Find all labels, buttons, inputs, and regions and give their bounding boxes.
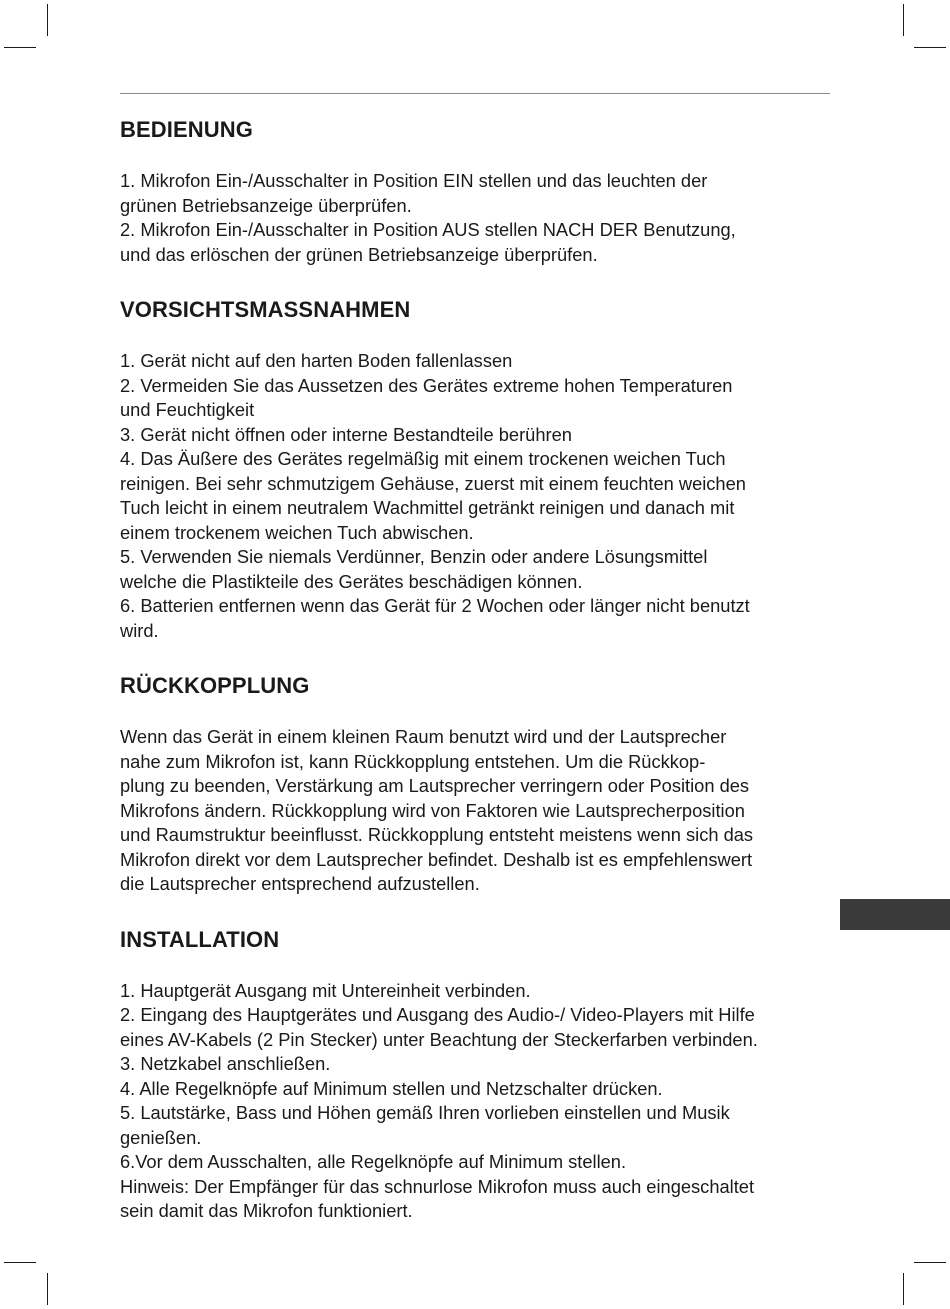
text-line: und das erlöschen der grünen Betriebsanzeige überprüfen. [120, 243, 598, 265]
crop-mark-bottom-left-horizontal [4, 1262, 36, 1263]
crop-mark-bottom-left-vertical [47, 1273, 48, 1305]
text-line: welche die Plastikteile des Gerätes beschädigen können. [120, 570, 583, 592]
text-line: 3. Netzkabel anschließen. [120, 1053, 331, 1074]
text-line: 6. Batterien entfernen wenn das Gerät für 2 Wochen oder länger nicht benutzt [120, 595, 750, 616]
text-line: Tuch leicht in einem neutralem Wachmittel getränkt reinigen und danach mit [120, 497, 735, 518]
crop-mark-top-left-horizontal [4, 47, 36, 48]
page-edge-tab [840, 899, 950, 930]
section-body [120, 349, 838, 643]
text-line: 1. Gerät nicht auf den harten Boden fallenlassen [120, 350, 513, 371]
text-line: 4. Alle Regelknöpfe auf Minimum stellen und Netzschalter drücken. [120, 1077, 663, 1099]
text-line: 2. Mikrofon Ein-/Ausschalter in Position AUS stellen NACH DER Benutzung, [120, 219, 736, 240]
text-line: 5. Verwenden Sie niemals Verdünner, Benzin oder andere Lösungsmittel [120, 546, 708, 567]
text-line: Mikrofons ändern. Rückkopplung wird von Faktoren wie Lautsprecherposition [120, 799, 745, 821]
section-rueckkopplung [120, 669, 838, 897]
text-line: Mikrofon direkt vor dem Lautsprecher befindet. Deshalb ist es empfehlenswert [120, 848, 753, 870]
text-line: 1. Mikrofon Ein-/Ausschalter in Position EIN stellen und das leuchten der [120, 170, 708, 191]
section-body [120, 979, 838, 1224]
text-line: reinigen. Bei sehr schmutzigem Gehäuse, zuerst mit einem feuchten weichen [120, 472, 746, 494]
text-line: 1. Hauptgerät Ausgang mit Untereinheit verbinden. [120, 979, 531, 1001]
section-heading: RÜCKKOPPLUNG [120, 673, 310, 698]
document-content [120, 113, 838, 1224]
text-line: 3. Gerät nicht öffnen oder interne Bestandteile berühren [120, 423, 572, 445]
crop-mark-top-left-vertical [47, 4, 48, 36]
crop-mark-top-right-horizontal [914, 47, 946, 48]
section-heading: VORSICHTSMASSNAHMEN [120, 297, 411, 322]
text-line: grünen Betriebsanzeige überprüfen. [120, 194, 412, 216]
section-vorsichtsmassnahmen [120, 293, 838, 643]
text-line: eines AV-Kabels (2 Pin Stecker) unter Beachtung der Steckerfarben verbinden. [120, 1028, 758, 1050]
text-line: 5. Lautstärke, Bass und Höhen gemäß Ihren vorlieben einstellen und Musik [120, 1102, 730, 1123]
section-body [120, 725, 838, 897]
section-body [120, 169, 838, 267]
text-line: Wenn das Gerät in einem kleinen Raum benutzt wird und der Lautsprecher [120, 726, 727, 747]
text-line: die Lautsprecher entsprechend aufzustellen. [120, 873, 480, 894]
section-bedienung [120, 113, 838, 267]
text-line: 6.Vor dem Ausschalten, alle Regelknöpfe auf Minimum stellen. [120, 1151, 627, 1172]
text-line: sein damit das Mikrofon funktioniert. [120, 1200, 413, 1221]
text-line: genießen. [120, 1126, 202, 1148]
header-rule [120, 93, 830, 94]
section-heading: INSTALLATION [120, 926, 280, 952]
text-line: wird. [120, 619, 159, 641]
section-installation [120, 923, 838, 1224]
text-line: und Feuchtigkeit [120, 399, 255, 420]
text-line: Hinweis: Der Empfänger für das schnurlose Mikrofon muss auch eingeschaltet [120, 1175, 755, 1197]
crop-mark-bottom-right-vertical [903, 1273, 904, 1305]
text-line: 4. Das Äußere des Gerätes regelmäßig mit einem trockenen weichen Tuch [120, 448, 726, 469]
crop-mark-bottom-right-horizontal [914, 1262, 946, 1263]
text-line: nahe zum Mikrofon ist, kann Rückkopplung entstehen. Um die Rückkop- [120, 750, 706, 772]
text-line: 2. Eingang des Hauptgerätes und Ausgang des Audio-/ Video-Players mit Hilfe [120, 1004, 755, 1025]
section-heading: BEDIENUNG [120, 117, 253, 142]
crop-mark-top-right-vertical [903, 4, 904, 36]
text-line: 2. Vermeiden Sie das Aussetzen des Gerätes extreme hohen Temperaturen [120, 374, 733, 396]
text-line: und Raumstruktur beeinflusst. Rückkopplung entsteht meistens wenn sich das [120, 824, 754, 845]
text-line: einem trockenem weichen Tuch abwischen. [120, 521, 474, 543]
text-line: plung zu beenden, Verstärkung am Lautsprecher verringern oder Position des [120, 775, 750, 796]
